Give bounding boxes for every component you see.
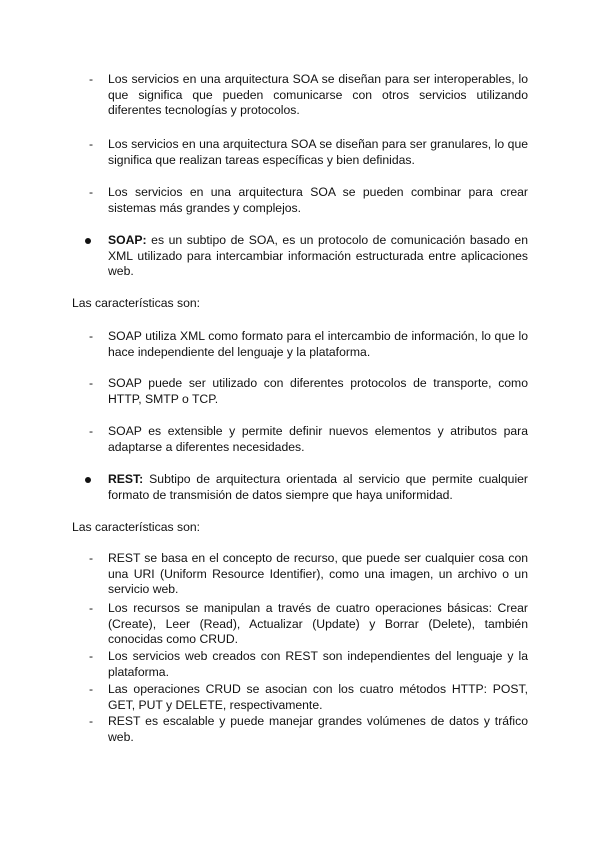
soap-point-1-text: SOAP utiliza XML como formato para el intercambio de información, lo que lo hace independiente del lenguaje y la plataforma. <box>108 329 528 359</box>
rest-point-2 <box>89 601 528 648</box>
soa-point-1 <box>89 72 528 119</box>
soa-point-1-text: Los servicios en una arquitectura SOA se diseñan para ser interoperables, lo que significa que pueden comunicarse con otros servicios utilizando diferentes tecnologías y protocolos. <box>108 72 528 118</box>
bullet-dot-icon <box>85 238 91 244</box>
dash-marker: - <box>89 649 94 663</box>
rest-point-3-text: Los servicios web creados con REST son independientes del lenguaje y la plataforma. <box>108 649 528 679</box>
soap-point-2 <box>89 376 528 407</box>
rest-point-2-text: Los recursos se manipulan a través de cuatro operaciones básicas: Crear (Create), Leer (Read), Actualizar (Update) y Borrar (Delete), también conocidas como CRUD. <box>108 601 528 647</box>
soa-point-3 <box>89 185 528 216</box>
soa-point-3-text: Los servicios en una arquitectura SOA se pueden combinar para crear sistemas más grandes y complejos. <box>108 185 528 215</box>
soap-characteristics-heading: Las características son: <box>72 296 201 310</box>
soap-term: SOAP: <box>108 233 147 247</box>
dash-marker: - <box>89 424 94 438</box>
dash-marker: - <box>89 551 94 565</box>
soap-description: es un subtipo de SOA, es un protocolo de comunicación basado en XML utilizado para intercambiar información estructurada entre aplicaciones web. <box>108 233 528 279</box>
dash-marker: - <box>89 601 94 615</box>
dash-marker: - <box>89 376 94 390</box>
soap-point-1 <box>89 329 528 360</box>
rest-point-1-text: REST se basa en el concepto de recurso, que puede ser cualquier cosa con una URI (Uniform Resource Identifier), como una imagen, un archivo o un servicio web. <box>108 551 528 597</box>
soap-point-2-text: SOAP puede ser utilizado con diferentes protocolos de transporte, como HTTP, SMTP o TCP. <box>108 376 528 406</box>
rest-definition <box>108 472 528 503</box>
rest-characteristics-heading: Las características son: <box>72 520 201 534</box>
rest-point-5 <box>89 714 528 745</box>
rest-point-4 <box>89 682 528 713</box>
dash-marker: - <box>89 137 94 151</box>
dash-marker: - <box>89 682 94 696</box>
rest-point-1 <box>89 551 528 598</box>
rest-point-3 <box>89 649 528 680</box>
bullet-dot-icon <box>85 477 91 483</box>
rest-term: REST: <box>108 472 144 486</box>
dash-marker: - <box>89 72 94 86</box>
rest-point-5-text: REST es escalable y puede manejar grandes volúmenes de datos y tráfico web. <box>108 714 528 744</box>
dash-marker: - <box>89 185 94 199</box>
dash-marker: - <box>89 329 94 343</box>
soa-point-2 <box>89 137 528 168</box>
soap-point-3-text: SOAP es extensible y permite definir nuevos elementos y atributos para adaptarse a diferentes necesidades. <box>108 424 528 454</box>
soap-point-3 <box>89 424 528 455</box>
rest-description: Subtipo de arquitectura orientada al servicio que permite cualquier formato de transmisión de datos siempre que haya uniformidad. <box>108 472 528 502</box>
dash-marker: - <box>89 714 94 728</box>
soap-definition <box>108 233 528 280</box>
soa-point-2-text: Los servicios en una arquitectura SOA se diseñan para ser granulares, lo que significa que realizan tareas específicas y bien definidas. <box>108 137 528 167</box>
rest-point-4-text: Las operaciones CRUD se asocian con los cuatro métodos HTTP: POST, GET, PUT y DELETE, respectivamente. <box>108 682 528 712</box>
